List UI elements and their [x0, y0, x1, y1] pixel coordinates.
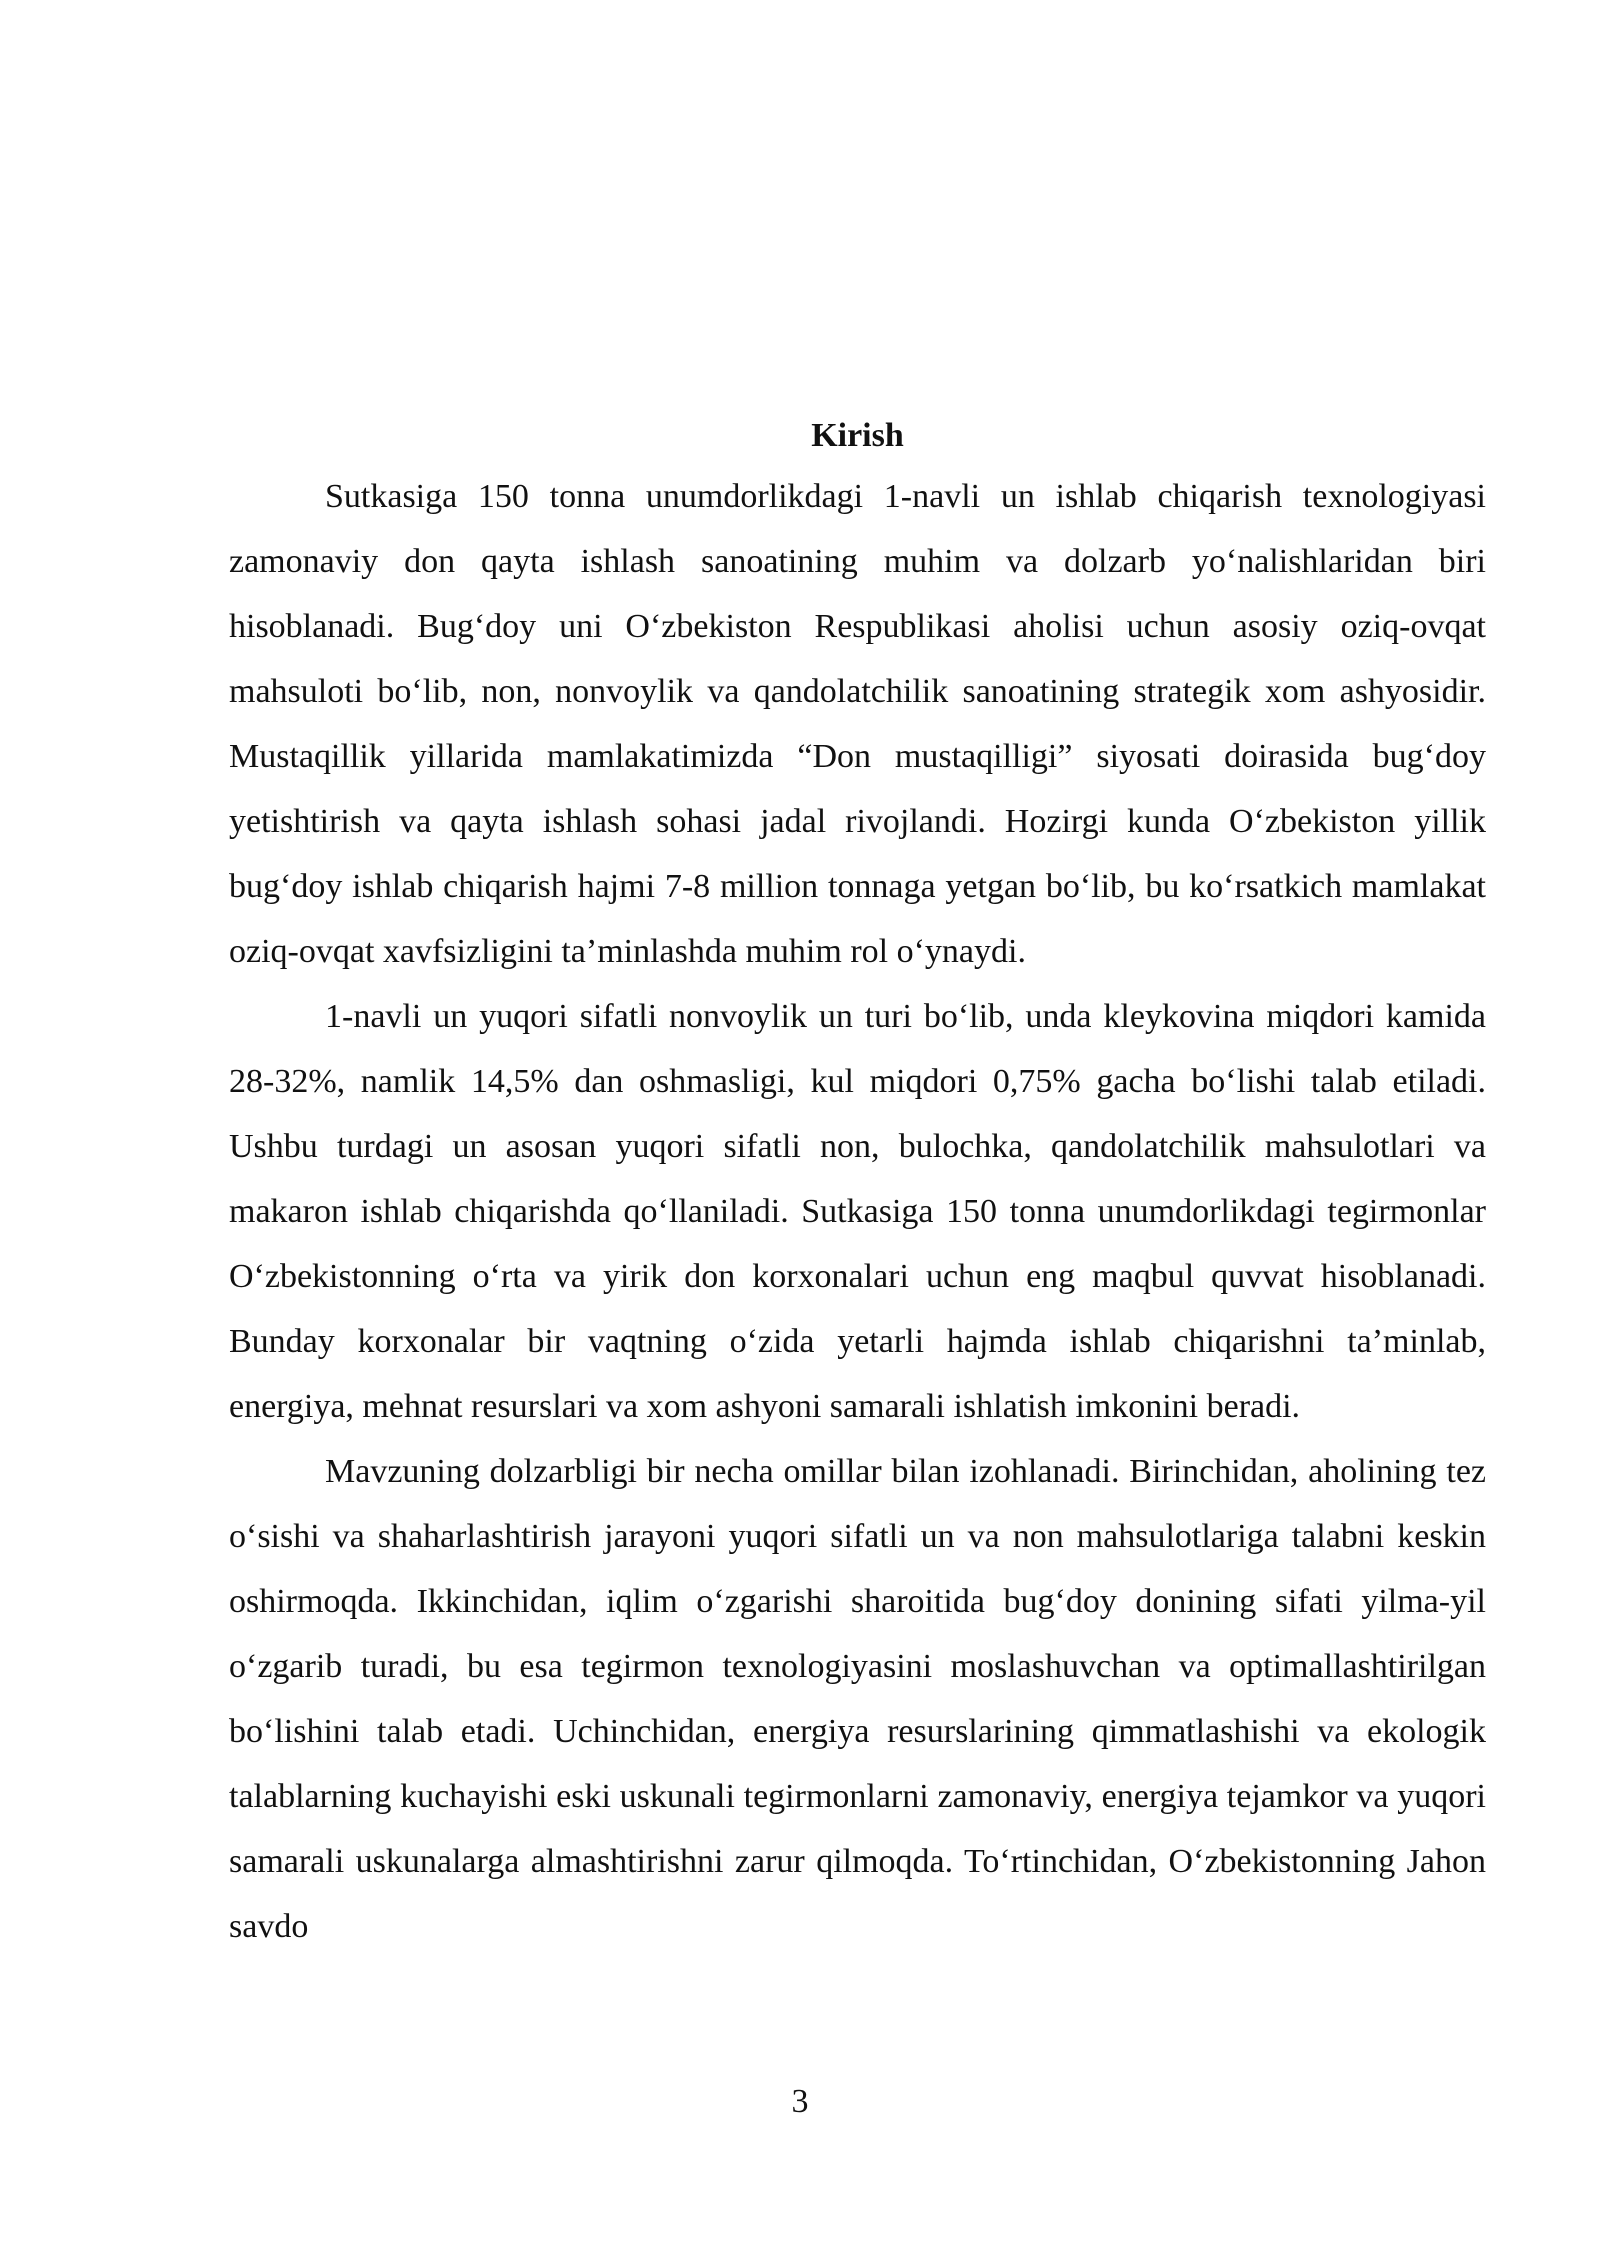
page-number: 3 — [791, 2083, 809, 2120]
section-heading: Kirish — [811, 417, 904, 454]
paragraph-intro: Sutkasiga 150 tonna unumdorlikdagi 1-navli un ishlab chiqarish texnologiyasi zamonaviy don qayta ishlash sanoatining muhim va dolzarb yo‘nalishlaridan biri hisoblanadi. Bug‘doy uni O‘zbekiston Respublikasi aholisi uchun asosiy oziq-ovqat mahsuloti bo‘lib, non, nonvoylik va qandolatchilik sanoatining strategik xom ashyosidir. Mustaqillik yillarida mamlakatimizda “Don mustaqilligi” siyosati doirasida bug‘doy yetishtirish va qayta ishlash sohasi jadal rivojlandi. Hozirgi kunda O‘zbekiston yillik bug‘doy ishlab chiqarish hajmi 7-8 million tonnaga yetgan bo‘lib, bu ko‘rsatkich mamlakat oziq-ovqat xavfsizligini ta’minlashda muhim rol o‘ynaydi. — [229, 478, 1486, 970]
page-content — [229, 408, 1486, 1959]
paragraph-flour-quality: 1-navli un yuqori sifatli nonvoylik un turi bo‘lib, unda kleykovina miqdori kamida 28-32%, namlik 14,5% dan oshmasligi, kul miqdori 0,75% gacha bo‘lishi talab etiladi. Ushbu turdagi un asosan yuqori sifatli non, bulochka, qandolatchilik mahsulotlari va makaron ishlab chiqarishda qo‘llaniladi. Sutkasiga 150 tonna unumdorlikdagi tegirmonlar O‘zbekistonning o‘rta va yirik don korxonalari uchun eng maqbul quvvat hisoblanadi. Bunday korxonalar bir vaqtning o‘zida yetarli hajmda ishlab chiqarishni ta’minlab, energiya, mehnat resurslari va xom ashyoni samarali ishlatish imkonini beradi. — [229, 998, 1486, 1425]
paragraph-relevance: Mavzuning dolzarbligi bir necha omillar bilan izohlanadi. Birinchidan, aholining tez o‘sishi va shaharlashtirish jarayoni yuqori sifatli un va non mahsulotlariga talabni keskin oshirmoqda. Ikkinchidan, iqlim o‘zgarishi sharoitida bug‘doy donining sifati yilma-yil o‘zgarib turadi, bu esa tegirmon texnologiyasini moslashuvchan va optimallashtirilgan bo‘lishini talab etadi. Uchinchidan, energiya resurslarining qimmatlashishi va ekologik talablarning kuchayishi eski uskunali tegirmonlarni zamonaviy, energiya tejamkor va yuqori samarali uskunalarga almashtirishni zarur qilmoqda. To‘rtinchidan, O‘zbekistonning Jahon savdo — [229, 1453, 1486, 1945]
